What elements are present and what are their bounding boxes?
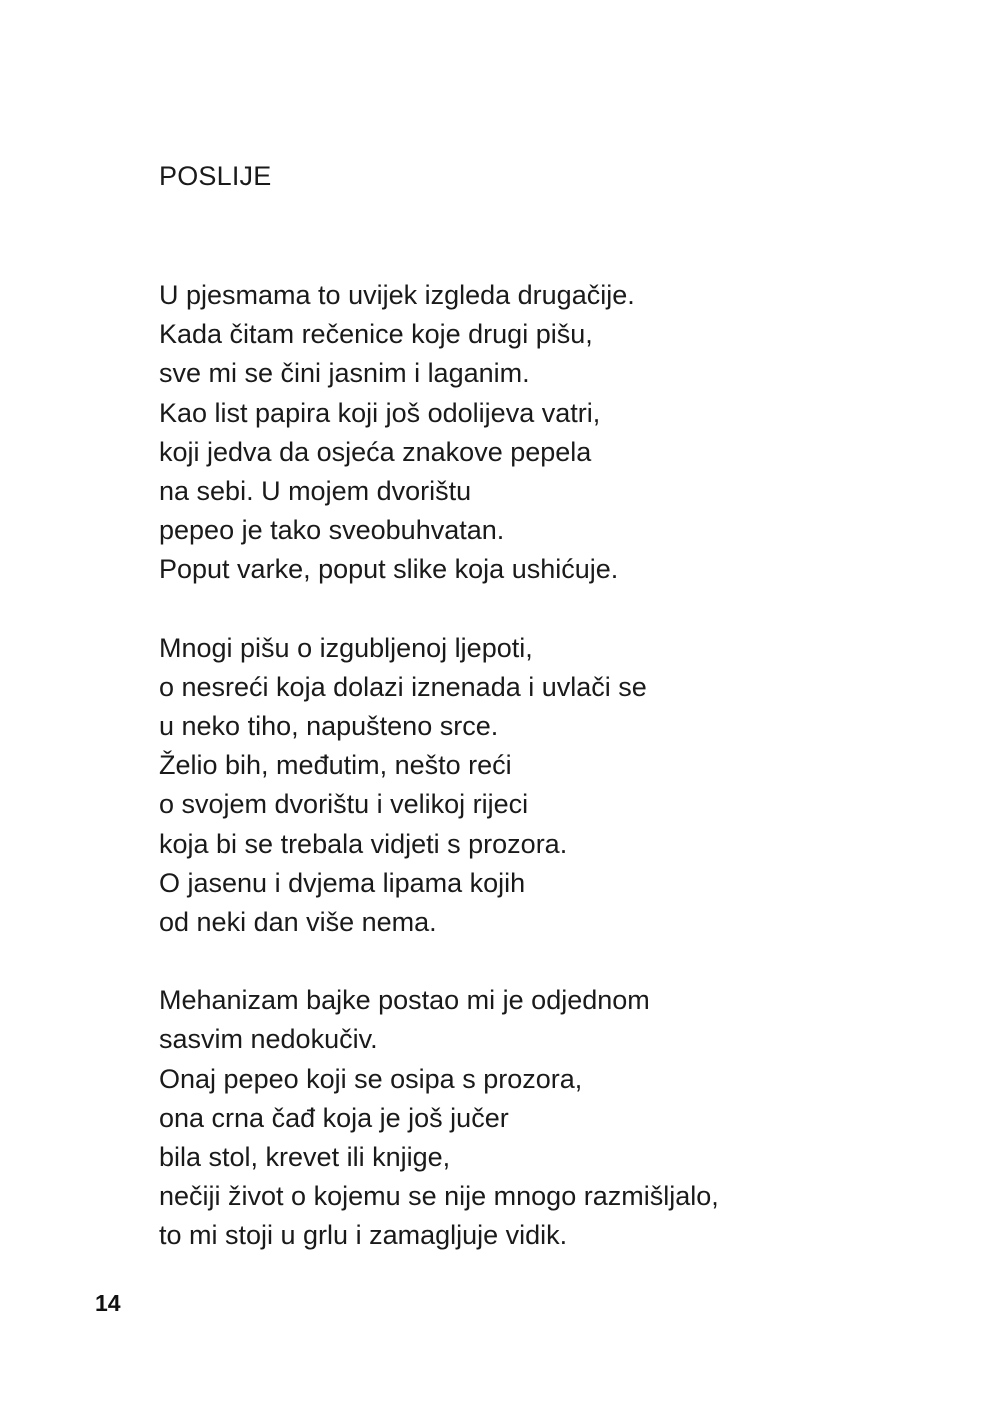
poem-line: pepeo je tako sveobuhvatan. [159, 515, 505, 546]
stanza-3 [159, 981, 919, 1255]
poem-line: od neki dan više nema. [159, 907, 437, 938]
poem-line: o svojem dvorištu i velikoj rijeci [159, 789, 529, 820]
poem-line: Kada čitam rečenice koje drugi pišu, [159, 319, 593, 350]
poem-line: na sebi. U mojem dvorištu [159, 476, 472, 507]
poem-line: ona crna čađ koja je još jučer [159, 1102, 509, 1133]
stanza-1 [159, 276, 919, 590]
poem-title: POSLIJE [159, 161, 272, 191]
poem-line: Mnogi pišu o izgubljenoj ljepoti, [159, 632, 533, 663]
poem-line: U pjesmama to uvijek izgleda drugačije. [159, 280, 635, 310]
poem-line: o nesreći koja dolazi iznenada i uvlači se [159, 671, 647, 702]
page-number: 14 [95, 1290, 121, 1316]
poem-line: Poput varke, poput slike koja ushićuje. [159, 554, 619, 585]
poem-body [159, 276, 919, 1256]
poem-line: Mehanizam bajke postao mi je odjednom [159, 985, 650, 1016]
poem-line: u neko tiho, napušteno srce. [159, 711, 499, 742]
poem-line: Kao list papira koji još odolijeva vatri, [159, 397, 601, 428]
poem-line: sasvim nedokučiv. [159, 1024, 378, 1055]
poem-line: sve mi se čini jasnim i laganim. [159, 358, 530, 389]
poem-line: Želio bih, međutim, nešto reći [159, 750, 512, 781]
poem-line: koja bi se trebala vidjeti s prozora. [159, 828, 568, 859]
poem-line: O jasenu i dvjema lipama kojih [159, 867, 526, 898]
stanza-2 [159, 629, 919, 943]
poem-line: koji jedva da osjeća znakove pepela [159, 436, 592, 467]
poem-line: nečiji život o kojemu se nije mnogo razmišljalo, [159, 1181, 719, 1212]
poem-line: bila stol, krevet ili knjige, [159, 1142, 451, 1173]
poem-line: to mi stoji u grlu i zamagljuje vidik. [159, 1220, 568, 1251]
poem-line: Onaj pepeo koji se osipa s prozora, [159, 1063, 583, 1094]
